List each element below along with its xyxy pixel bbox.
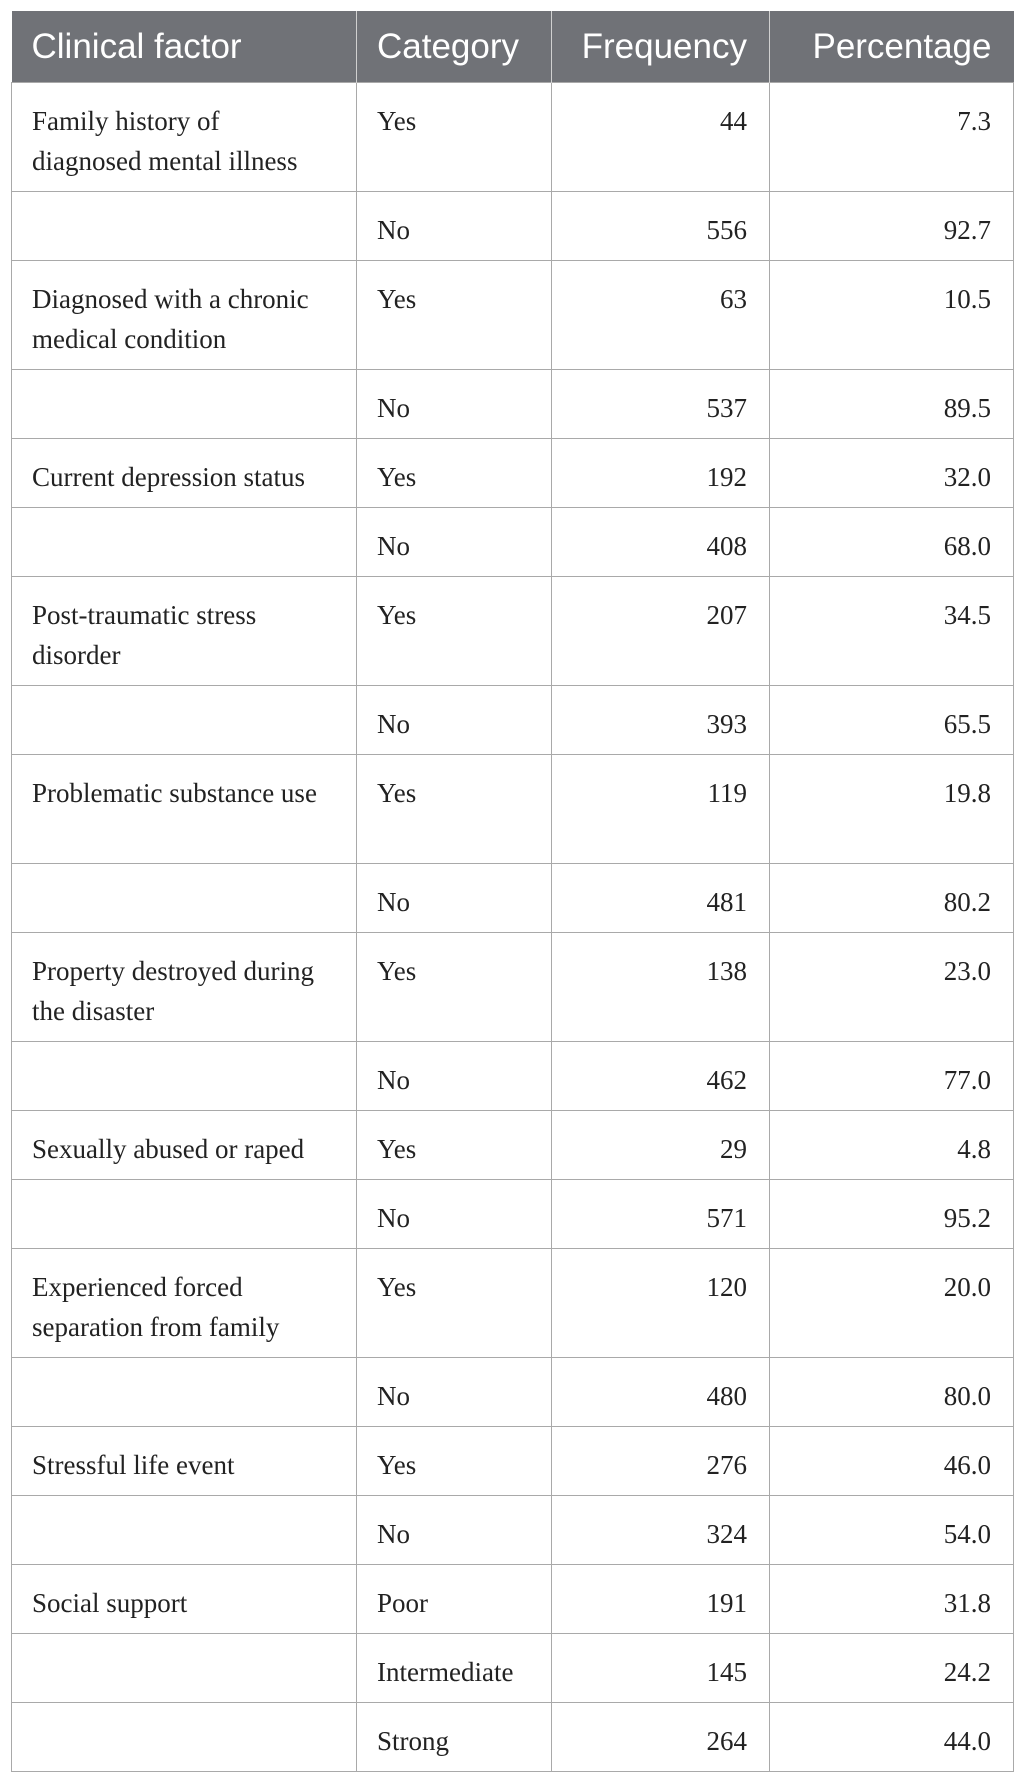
cell-frequency: 393	[552, 686, 770, 755]
cell-clinical-factor: Property destroyed during the disaster	[12, 933, 357, 1042]
cell-category: Yes	[357, 1427, 552, 1496]
cell-category: No	[357, 370, 552, 439]
cell-frequency: 571	[552, 1180, 770, 1249]
table-row	[12, 1042, 1014, 1111]
table-header-row	[12, 11, 1014, 83]
cell-clinical-factor	[12, 1703, 357, 1772]
cell-percentage: 31.8	[770, 1565, 1014, 1634]
header-clinical-factor: Clinical factor	[12, 11, 357, 83]
cell-frequency: 481	[552, 864, 770, 933]
cell-percentage: 65.5	[770, 686, 1014, 755]
cell-clinical-factor: Current depression status	[12, 439, 357, 508]
cell-category: Yes	[357, 577, 552, 686]
cell-clinical-factor: Diagnosed with a chronic medical condition	[12, 261, 357, 370]
header-frequency: Frequency	[552, 11, 770, 83]
table-row	[12, 1249, 1014, 1358]
cell-frequency: 119	[552, 755, 770, 864]
cell-category: Yes	[357, 261, 552, 370]
cell-percentage: 77.0	[770, 1042, 1014, 1111]
cell-percentage: 32.0	[770, 439, 1014, 508]
table-row	[12, 1703, 1014, 1772]
cell-frequency: 63	[552, 261, 770, 370]
cell-clinical-factor: Social support	[12, 1565, 357, 1634]
cell-clinical-factor	[12, 1358, 357, 1427]
cell-clinical-factor: Post-traumatic stress disorder	[12, 577, 357, 686]
clinical-factors-table-container	[11, 11, 1013, 1772]
cell-frequency: 276	[552, 1427, 770, 1496]
cell-clinical-factor	[12, 1634, 357, 1703]
table-row	[12, 508, 1014, 577]
cell-percentage: 24.2	[770, 1634, 1014, 1703]
cell-clinical-factor	[12, 192, 357, 261]
cell-category: Yes	[357, 755, 552, 864]
cell-category: No	[357, 864, 552, 933]
cell-frequency: 207	[552, 577, 770, 686]
cell-category: Yes	[357, 83, 552, 192]
cell-category: No	[357, 508, 552, 577]
cell-frequency: 138	[552, 933, 770, 1042]
cell-percentage: 23.0	[770, 933, 1014, 1042]
cell-frequency: 324	[552, 1496, 770, 1565]
cell-frequency: 29	[552, 1111, 770, 1180]
cell-percentage: 44.0	[770, 1703, 1014, 1772]
cell-frequency: 264	[552, 1703, 770, 1772]
table-row	[12, 686, 1014, 755]
table-row	[12, 1180, 1014, 1249]
cell-frequency: 408	[552, 508, 770, 577]
cell-frequency: 120	[552, 1249, 770, 1358]
cell-percentage: 95.2	[770, 1180, 1014, 1249]
cell-frequency: 191	[552, 1565, 770, 1634]
cell-percentage: 7.3	[770, 83, 1014, 192]
cell-frequency: 145	[552, 1634, 770, 1703]
cell-category: Poor	[357, 1565, 552, 1634]
cell-clinical-factor	[12, 508, 357, 577]
table-row	[12, 83, 1014, 192]
cell-clinical-factor	[12, 1496, 357, 1565]
header-category: Category	[357, 11, 552, 83]
cell-percentage: 68.0	[770, 508, 1014, 577]
cell-category: Yes	[357, 1111, 552, 1180]
cell-percentage: 10.5	[770, 261, 1014, 370]
table-row	[12, 192, 1014, 261]
clinical-factors-table	[11, 11, 1014, 1772]
table-row	[12, 370, 1014, 439]
cell-percentage: 46.0	[770, 1427, 1014, 1496]
cell-clinical-factor: Stressful life event	[12, 1427, 357, 1496]
cell-category: Yes	[357, 933, 552, 1042]
cell-clinical-factor	[12, 370, 357, 439]
cell-percentage: 19.8	[770, 755, 1014, 864]
cell-category: No	[357, 192, 552, 261]
cell-category: Strong	[357, 1703, 552, 1772]
cell-percentage: 34.5	[770, 577, 1014, 686]
table-row	[12, 933, 1014, 1042]
header-percentage: Percentage	[770, 11, 1014, 83]
table-row	[12, 439, 1014, 508]
cell-clinical-factor	[12, 1180, 357, 1249]
cell-category: Yes	[357, 1249, 552, 1358]
cell-frequency: 480	[552, 1358, 770, 1427]
cell-category: No	[357, 686, 552, 755]
cell-percentage: 54.0	[770, 1496, 1014, 1565]
cell-clinical-factor	[12, 864, 357, 933]
cell-category: No	[357, 1180, 552, 1249]
cell-clinical-factor	[12, 1042, 357, 1111]
table-row	[12, 261, 1014, 370]
table-row	[12, 1496, 1014, 1565]
cell-category: No	[357, 1358, 552, 1427]
cell-frequency: 44	[552, 83, 770, 192]
table-row	[12, 864, 1014, 933]
table-row	[12, 755, 1014, 864]
cell-clinical-factor	[12, 686, 357, 755]
table-row	[12, 1634, 1014, 1703]
cell-percentage: 80.0	[770, 1358, 1014, 1427]
table-row	[12, 577, 1014, 686]
cell-category: No	[357, 1042, 552, 1111]
cell-category: No	[357, 1496, 552, 1565]
table-row	[12, 1358, 1014, 1427]
table-row	[12, 1565, 1014, 1634]
cell-clinical-factor: Sexually abused or raped	[12, 1111, 357, 1180]
cell-percentage: 80.2	[770, 864, 1014, 933]
cell-percentage: 92.7	[770, 192, 1014, 261]
cell-percentage: 89.5	[770, 370, 1014, 439]
cell-frequency: 537	[552, 370, 770, 439]
table-row	[12, 1427, 1014, 1496]
cell-percentage: 4.8	[770, 1111, 1014, 1180]
cell-frequency: 192	[552, 439, 770, 508]
cell-category: Intermediate	[357, 1634, 552, 1703]
cell-frequency: 462	[552, 1042, 770, 1111]
cell-clinical-factor: Family history of diagnosed mental illness	[12, 83, 357, 192]
cell-frequency: 556	[552, 192, 770, 261]
cell-percentage: 20.0	[770, 1249, 1014, 1358]
table-row	[12, 1111, 1014, 1180]
cell-clinical-factor: Experienced forced separation from family	[12, 1249, 357, 1358]
cell-clinical-factor: Problematic substance use	[12, 755, 357, 864]
cell-category: Yes	[357, 439, 552, 508]
